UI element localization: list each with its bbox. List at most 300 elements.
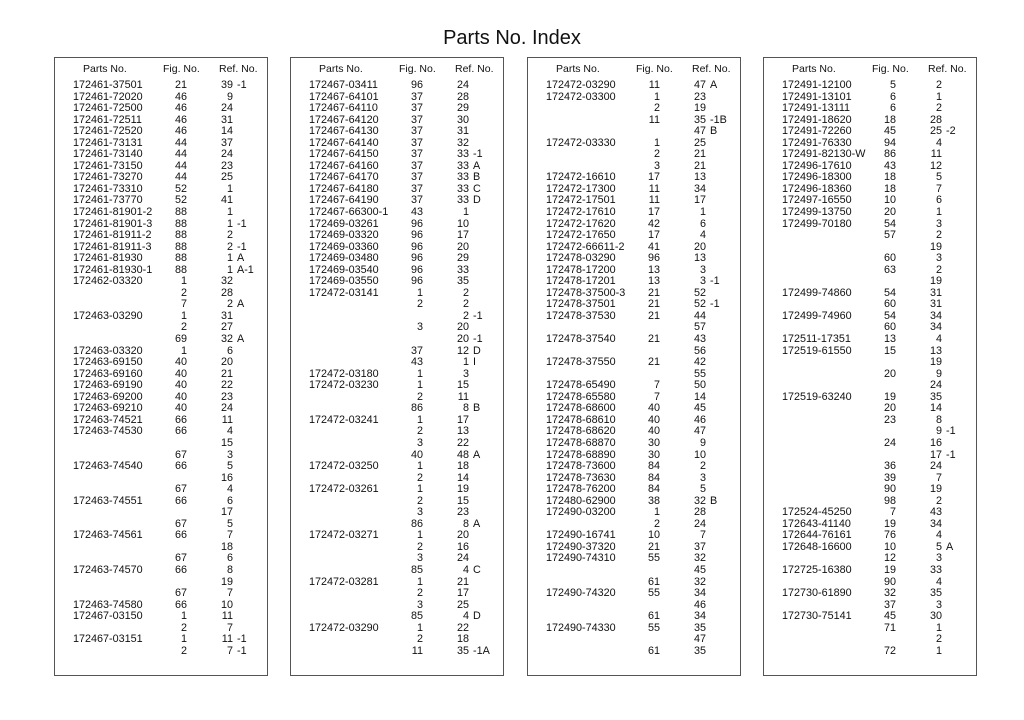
ref-number: 25	[693, 136, 706, 149]
index-row	[291, 103, 503, 115]
ref-number: 31	[220, 309, 233, 322]
part-number: 172472-03230	[309, 379, 379, 392]
fig-number: 54	[883, 309, 896, 322]
ref-number: 24	[220, 148, 233, 161]
part-number: 172461-72520	[73, 125, 143, 138]
ref-number: 1	[226, 182, 233, 195]
column-header	[55, 63, 267, 77]
ref-number: 3	[935, 598, 942, 611]
index-row	[55, 207, 267, 219]
fig-number: 43	[410, 356, 423, 369]
ref-number: 2	[226, 229, 233, 242]
ref-number: 19	[929, 275, 942, 288]
ref-suffix: A	[710, 79, 718, 91]
ref-number: 20	[693, 240, 706, 253]
part-number: 172463-69210	[73, 402, 143, 415]
ref-number: 2	[226, 298, 233, 311]
ref-number: 42	[693, 356, 706, 369]
fig-number: 84	[647, 483, 660, 496]
part-number: 172463-69200	[73, 390, 143, 403]
ref-suffix: D	[473, 610, 481, 623]
fig-number: 60	[883, 252, 896, 265]
index-row	[528, 565, 740, 577]
ref-suffix: -1	[946, 425, 956, 438]
index-row	[291, 507, 503, 519]
fig-number: 40	[174, 390, 187, 403]
index-row	[55, 484, 267, 496]
ref-number: 9	[935, 367, 942, 380]
part-number: 172461-73150	[73, 159, 143, 172]
fig-number: 46	[174, 102, 187, 115]
fig-number: 1	[416, 575, 423, 588]
fig-number: 18	[883, 182, 896, 195]
ref-suffix: -1	[710, 298, 720, 311]
ref-number: 18	[456, 460, 469, 473]
fig-number: 1	[416, 379, 423, 392]
part-number: 172478-68890	[546, 448, 616, 461]
index-row	[291, 357, 503, 369]
ref-number: 33	[456, 194, 469, 207]
ref-number: 2	[935, 229, 942, 242]
index-row	[528, 646, 740, 658]
index-row	[291, 542, 503, 554]
index-row	[55, 426, 267, 438]
ref-number: 7	[226, 644, 233, 657]
fig-number: 1	[180, 344, 187, 357]
fig-number: 11	[648, 79, 660, 91]
ref-number: 23	[220, 159, 233, 172]
ref-number: 1	[935, 621, 942, 634]
ref-suffix: B	[710, 494, 718, 507]
fig-number: 10	[647, 529, 660, 542]
fig-number: 88	[174, 252, 187, 265]
part-number: 172478-68620	[546, 425, 616, 438]
index-row	[764, 207, 976, 219]
fig-number: 1	[180, 633, 187, 646]
fig-number: 52	[174, 182, 187, 195]
ref-number: 19	[693, 102, 706, 115]
index-row	[528, 553, 740, 565]
fig-number: 2	[180, 621, 187, 634]
ref-number: 33	[456, 171, 469, 184]
index-row	[55, 611, 267, 623]
ref-number: 35	[456, 275, 469, 288]
fig-number: 72	[883, 644, 896, 657]
ref-number: 24	[929, 460, 942, 473]
part-number: 172472-03141	[309, 286, 379, 299]
fig-number: 13	[883, 333, 896, 346]
fig-number: 66	[174, 494, 187, 507]
index-row	[528, 230, 740, 242]
part-number: 172472-03281	[309, 575, 379, 588]
part-number: 172499-70180	[782, 217, 852, 230]
index-row	[55, 496, 267, 508]
part-number: 172472-66611-2	[546, 240, 625, 253]
fig-number: 60	[883, 298, 896, 311]
part-number: 172467-64101	[309, 90, 379, 103]
fig-number: 2	[416, 471, 423, 484]
index-row	[55, 473, 267, 485]
part-number: 172496-18300	[782, 171, 852, 184]
index-row	[528, 207, 740, 219]
ref-suffix: A	[946, 540, 954, 553]
ref-number: 55	[693, 367, 706, 380]
fig-number: 96	[410, 79, 423, 91]
fig-number: 17	[647, 206, 660, 219]
fig-number: 21	[647, 298, 660, 311]
fig-number: 3	[416, 321, 423, 334]
index-row	[291, 565, 503, 577]
ref-number: 16	[929, 436, 942, 449]
fig-number: 40	[174, 367, 187, 380]
part-number: 172463-69150	[73, 356, 143, 369]
ref-suffix: D	[473, 194, 481, 207]
index-row	[764, 426, 976, 438]
fig-number: 41	[647, 240, 660, 253]
part-number: 172463-74561	[73, 529, 143, 542]
fig-number: 3	[416, 436, 423, 449]
index-column-4	[763, 57, 977, 676]
index-row	[528, 588, 740, 600]
ref-number: 44	[693, 309, 706, 322]
index-row	[291, 426, 503, 438]
ref-number: 11	[221, 610, 233, 623]
fig-number: 18	[883, 113, 896, 126]
ref-number: 25	[220, 171, 233, 184]
ref-number: 28	[929, 113, 942, 126]
fig-number: 66	[174, 413, 187, 426]
ref-number: 1	[699, 206, 706, 219]
fig-number: 66	[174, 563, 187, 576]
ref-number: 57	[693, 321, 706, 334]
ref-suffix: -1	[946, 448, 956, 461]
ref-number: 33	[456, 263, 469, 276]
ref-number: 3	[935, 552, 942, 565]
fig-number: 96	[647, 252, 660, 265]
index-row	[764, 288, 976, 300]
ref-number: 5	[226, 460, 233, 473]
ref-number: 15	[456, 379, 469, 392]
ref-suffix: C	[473, 182, 481, 195]
part-number: 172491-12100	[782, 79, 852, 91]
part-number: 172643-41140	[782, 517, 851, 530]
index-row	[764, 634, 976, 646]
part-number: 172463-74580	[73, 598, 143, 611]
fig-number: 37	[410, 113, 423, 126]
ref-number: 4	[226, 483, 233, 496]
ref-number: 32	[456, 136, 469, 149]
part-number: 172461-72500	[73, 102, 143, 115]
index-row	[528, 461, 740, 473]
ref-number: 7	[699, 529, 706, 542]
index-row	[764, 438, 976, 450]
fig-number: 52	[174, 194, 187, 207]
ref-suffix: -1	[237, 633, 247, 646]
part-number: 172478-73630	[546, 471, 616, 484]
fig-number: 96	[410, 229, 423, 242]
fig-number: 67	[174, 483, 187, 496]
index-row	[55, 126, 267, 138]
ref-number: 47	[693, 425, 706, 438]
ref-number: 2	[462, 298, 469, 311]
ref-number: 17	[456, 587, 469, 600]
ref-number: 5	[935, 171, 942, 184]
fig-number: 44	[174, 171, 187, 184]
fig-number: 43	[883, 159, 896, 172]
fig-number: 40	[647, 425, 660, 438]
ref-number: 52	[693, 286, 706, 299]
ref-number: 6	[226, 494, 233, 507]
ref-number: 23	[693, 90, 706, 103]
part-number: 172461-73770	[73, 194, 143, 207]
fig-number: 54	[883, 286, 896, 299]
fig-number: 32	[883, 587, 896, 600]
part-number: 172519-61550	[782, 344, 852, 357]
part-number: 172478-37500-3	[546, 286, 626, 299]
fig-number: 63	[883, 263, 896, 276]
index-row	[764, 623, 976, 635]
part-number: 172491-13101	[782, 90, 852, 103]
index-column-1	[54, 57, 268, 676]
header-ref-no: Ref. No.	[692, 63, 731, 75]
fig-number: 71	[883, 621, 896, 634]
fig-number: 1	[180, 309, 187, 322]
fig-number: 10	[883, 540, 896, 553]
ref-number: 17	[693, 194, 706, 207]
ref-number: 46	[693, 413, 706, 426]
ref-number: 30	[929, 610, 942, 623]
part-number: 172469-03550	[309, 275, 379, 288]
fig-number: 19	[883, 563, 896, 576]
ref-number: 33	[929, 563, 942, 576]
ref-number: 20	[456, 240, 469, 253]
index-row	[764, 80, 976, 92]
fig-number: 21	[647, 286, 660, 299]
part-number: 172478-17200	[546, 263, 616, 276]
ref-number: 19	[456, 483, 469, 496]
fig-number: 40	[174, 379, 187, 392]
part-number: 172478-03290	[546, 252, 616, 265]
ref-number: 1	[462, 356, 469, 369]
index-row	[528, 149, 740, 161]
ref-number: 20	[456, 321, 469, 334]
index-row	[291, 588, 503, 600]
fig-number: 90	[883, 483, 896, 496]
part-number: 172467-64190	[309, 194, 379, 207]
index-row	[291, 438, 503, 450]
ref-number: 34	[929, 517, 942, 530]
header-parts-no: Parts No.	[792, 63, 836, 75]
fig-number: 46	[174, 125, 187, 138]
fig-number: 40	[647, 413, 660, 426]
fig-number: 5	[889, 79, 896, 91]
ref-number: 11	[457, 390, 469, 403]
fig-number: 40	[174, 356, 187, 369]
ref-number: 13	[929, 344, 942, 357]
header-fig-no: Fig. No.	[636, 63, 673, 75]
fig-number: 42	[647, 217, 660, 230]
header-ref-no: Ref. No.	[455, 63, 494, 75]
ref-number: 17	[456, 413, 469, 426]
part-number: 172463-69190	[73, 379, 143, 392]
ref-number: 45	[693, 563, 706, 576]
part-number: 172469-03320	[309, 229, 379, 242]
ref-number: 16	[220, 471, 233, 484]
ref-number: 33	[456, 159, 469, 172]
fig-number: 98	[883, 494, 896, 507]
part-number: 172463-03320	[73, 344, 143, 357]
fig-number: 17	[647, 229, 660, 242]
ref-number: 2	[935, 263, 942, 276]
ref-number: 3	[699, 275, 706, 288]
ref-number: 7	[935, 182, 942, 195]
ref-number: 8	[462, 402, 469, 415]
ref-number: 4	[935, 575, 942, 588]
index-row	[764, 265, 976, 277]
index-row	[528, 115, 740, 127]
ref-suffix: -1	[710, 275, 720, 288]
ref-suffix: -1	[237, 79, 247, 91]
part-number: 172472-03290	[546, 79, 616, 91]
index-column-3	[527, 57, 741, 676]
index-row	[528, 438, 740, 450]
fig-number: 7	[889, 506, 896, 519]
part-number: 172469-03480	[309, 252, 379, 265]
ref-number: 2	[462, 309, 469, 322]
ref-number: 13	[693, 252, 706, 265]
ref-number: 23	[456, 506, 469, 519]
part-number: 172461-72020	[73, 90, 143, 103]
fig-number: 11	[411, 644, 423, 657]
part-number: 172461-81911-3	[73, 240, 152, 253]
ref-number: 11	[930, 148, 942, 161]
fig-number: 1	[416, 286, 423, 299]
fig-number: 2	[180, 286, 187, 299]
fig-number: 37	[410, 148, 423, 161]
index-row	[764, 357, 976, 369]
fig-number: 1	[653, 506, 660, 519]
ref-number: 24	[456, 79, 469, 91]
ref-number: 43	[929, 506, 942, 519]
part-number: 172648-16600	[782, 540, 852, 553]
fig-number: 36	[883, 460, 896, 473]
fig-number: 67	[174, 517, 187, 530]
ref-number: 34	[693, 610, 706, 623]
index-row	[55, 461, 267, 473]
index-row	[291, 530, 503, 542]
fig-number: 96	[410, 263, 423, 276]
ref-number: 1	[462, 206, 469, 219]
fig-number: 86	[410, 517, 423, 530]
index-row	[528, 634, 740, 646]
fig-number: 88	[174, 217, 187, 230]
index-row	[528, 80, 740, 92]
ref-number: 28	[220, 286, 233, 299]
fig-number: 37	[410, 171, 423, 184]
ref-number: 1	[226, 217, 233, 230]
ref-number: 35	[693, 113, 706, 126]
ref-number: 3	[935, 217, 942, 230]
ref-suffix: -1	[237, 240, 247, 253]
ref-number: 19	[220, 575, 233, 588]
ref-number: 2	[935, 633, 942, 646]
index-row	[528, 600, 740, 612]
fig-number: 21	[647, 309, 660, 322]
part-number: 172472-17300	[546, 182, 616, 195]
fig-number: 21	[647, 333, 660, 346]
part-number: 172472-03271	[309, 529, 379, 542]
index-row	[764, 450, 976, 462]
fig-number: 1	[653, 136, 660, 149]
part-number: 172490-16741	[546, 529, 616, 542]
ref-number: 24	[693, 517, 706, 530]
ref-number: 7	[226, 621, 233, 634]
ref-number: 1	[226, 263, 233, 276]
ref-number: 25	[929, 125, 942, 138]
part-number: 172478-37540	[546, 333, 616, 346]
fig-number: 46	[174, 90, 187, 103]
fig-number: 44	[174, 159, 187, 172]
index-row	[764, 369, 976, 381]
part-number: 172463-03290	[73, 309, 143, 322]
part-number: 172469-03261	[309, 217, 379, 230]
ref-suffix: A	[237, 252, 245, 265]
index-row	[291, 80, 503, 92]
part-number: 172480-62900	[546, 494, 616, 507]
part-number: 172472-03330	[546, 136, 616, 149]
fig-number: 11	[648, 113, 660, 126]
fig-number: 37	[410, 125, 423, 138]
ref-number: 3	[699, 263, 706, 276]
index-row	[291, 611, 503, 623]
page-title: Parts No. Index	[443, 27, 581, 49]
ref-number: 18	[456, 633, 469, 646]
part-number: 172499-74960	[782, 309, 852, 322]
fig-number: 1	[416, 621, 423, 634]
fig-number: 37	[410, 159, 423, 172]
part-number: 172478-73600	[546, 460, 616, 473]
index-row	[291, 230, 503, 242]
ref-suffix: -1	[237, 217, 247, 230]
fig-number: 10	[883, 194, 896, 207]
index-row	[528, 138, 740, 150]
ref-number: 27	[220, 321, 233, 334]
part-number: 172490-74320	[546, 587, 616, 600]
fig-number: 3	[416, 506, 423, 519]
fig-number: 96	[410, 240, 423, 253]
fig-number: 1	[653, 90, 660, 103]
ref-suffix: -1A	[473, 644, 490, 657]
fig-number: 1	[416, 483, 423, 496]
ref-number: 32	[693, 575, 706, 588]
fig-number: 2	[653, 148, 660, 161]
part-number: 172467-64140	[309, 136, 379, 149]
ref-suffix: -1	[473, 309, 483, 322]
ref-number: 11	[221, 633, 233, 646]
index-row	[528, 357, 740, 369]
ref-number: 21	[693, 148, 706, 161]
index-row	[55, 103, 267, 115]
index-row	[764, 473, 976, 485]
fig-number: 18	[883, 171, 896, 184]
index-row	[55, 322, 267, 334]
fig-number: 7	[180, 298, 187, 311]
header-fig-no: Fig. No.	[163, 63, 200, 75]
ref-number: 50	[693, 379, 706, 392]
fig-number: 55	[647, 621, 660, 634]
fig-number: 1	[180, 610, 187, 623]
fig-number: 2	[416, 587, 423, 600]
